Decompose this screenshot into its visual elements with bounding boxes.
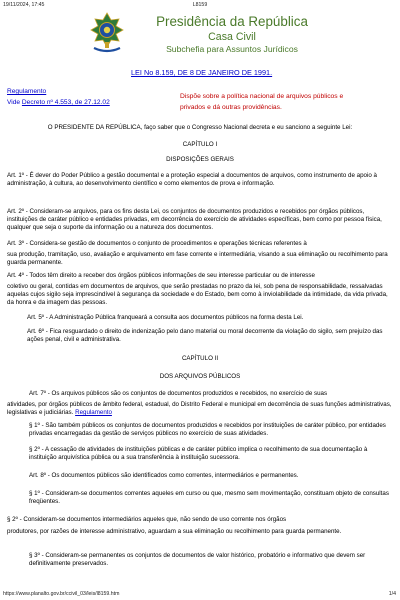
article-8-paragraph-2-line2: produtores, por razões de interesse administrativo, aguardam a sua eliminação ou recolhimento para guarda permanente. — [7, 528, 342, 535]
law-title-link[interactable]: LEI No 8.159, DE 8 DE JANEIRO DE 1991. — [131, 68, 273, 77]
article-3-line2: sua produção, tramitação, uso, avaliação e arquivamento em fase corrente e intermediária, visando a sua eliminação ou recolhimento para guarda permanente. — [7, 251, 388, 266]
coat-of-arms-icon — [90, 12, 124, 54]
article-8-paragraph-3: § 3º - Consideram-se permanentes os conjuntos de documentos de valor histórico, probatório e informativo que devem ser definitivamente preservados. — [29, 552, 366, 567]
ementa-line: Dispõe sobre a política nacional de arquivos públicos e — [180, 93, 344, 100]
print-title: L8159 — [192, 2, 208, 8]
article-4-line1: Art. 4º - Todos têm direito a receber dos órgãos públicos informações de seu interesse particular ou de interesse — [7, 272, 315, 279]
chapter-title: DISPOSIÇÕES GERAIS — [166, 156, 234, 163]
print-header — [0, 0, 400, 10]
article-6: Art. 6º - Fica resguardado o direito de indenização pelo dano material ou moral decorrente da violação do sigilo, sem prejuízo das ações penal, civil e administrativa. — [27, 328, 383, 343]
casa-civil-title: Casa Civil — [208, 31, 256, 43]
article-7-text: atividades, por órgãos públicos de âmbito federal, estadual, do Distrito Federal e municipal em decorrência de suas funções administrativas, legislativas e judiciárias. — [7, 401, 392, 416]
print-url: https://www.planalto.gov.br/ccivil_03/leis/l8159.htm — [3, 591, 120, 597]
chapter-heading: CAPÍTULO I — [182, 141, 218, 148]
preamble: O PRESIDENTE DA REPÚBLICA, faço saber que o Congresso Nacional decreta e eu sanciono a seguinte Lei: — [47, 124, 353, 131]
article-4-line2: coletivo ou geral, contidas em documentos de arquivos, que serão prestadas no prazo da lei, sob pena de responsabilidade, ressalvadas aquelas cujos sigilo seja imprescindível à segurança da sociedade e do Estado, bem como à inviolabilidade da intimidade, da vida privada, da honra e da imagem das pessoas. — [7, 283, 388, 306]
article-8-paragraph-1: § 1º - Consideram-se documentos correntes aqueles em curso ou que, mesmo sem movimentação, constituam objeto de consultas freqüentes. — [29, 490, 389, 505]
print-footer — [0, 590, 400, 600]
chapter-heading: CAPÍTULO II — [181, 355, 219, 362]
article-5: Art. 5º - A Administração Pública franqueará a consulta aos documentos públicos na forma desta Lei. — [27, 314, 304, 321]
article-7-line2 — [7, 401, 393, 417]
ementa-line: privados e dá outras providências. — [180, 103, 282, 111]
article-7-paragraph-1: § 1º - São também públicos os conjuntos de documentos produzidos e recebidos por instituições de caráter público, por entidades privadas encarregadas da gestão de serviços públicos no exercício de suas atividades. — [29, 422, 386, 437]
article-7-regulamento-link[interactable]: Regulamento — [75, 408, 112, 416]
vide-prefix: Vide — [7, 99, 22, 106]
presidency-title: Presidência da República — [156, 14, 308, 29]
print-datetime: 19/11/2024, 17:45 — [3, 2, 45, 8]
article-8-paragraph-2-line1: § 2º - Consideram-se documentos intermediários aqueles que, não sendo de uso corrente nos órgãos — [7, 516, 287, 523]
article-7-line1: Art. 7º - Os arquivos públicos são os conjuntos de documentos produzidos e recebidos, no exercício de suas — [29, 390, 328, 397]
print-page-number: 1/4 — [388, 591, 396, 597]
chapter-title: DOS ARQUIVOS PÚBLICOS — [159, 373, 241, 380]
vide-reference — [7, 99, 110, 106]
subchefia-title: Subchefia para Assuntos Jurídicos — [166, 44, 298, 54]
government-header — [132, 14, 332, 55]
ementa — [180, 92, 390, 113]
article-1: Art. 1º - É dever do Poder Público a gestão documental e a proteção especial a documentos de arquivos, como instrumento de apoio à administração, à cultura, ao desenvolvimento científico e como elementos de prova e informação. — [7, 172, 377, 187]
article-3-line1: Art. 3º - Considera-se gestão de documentos o conjunto de procedimentos e operações técnicas referentes à — [7, 240, 307, 247]
regulamento-link[interactable]: Regulamento — [7, 88, 47, 95]
article-8: Art. 8º - Os documentos públicos são identificados como correntes, intermediários e permanentes. — [29, 472, 299, 479]
article-7-paragraph-2: § 2º - A cessação de atividades de instituições públicas e de caráter público implica o recolhimento de sua documentação à instituição arquivística pública ou a sua transferência à instituição sucessora. — [29, 446, 368, 461]
decreto-link[interactable]: Decreto nº 4.553, de 27.12.02 — [21, 99, 110, 106]
article-2: Art. 2º - Consideram-se arquivos, para os fins desta Lei, os conjuntos de documentos produzidos e recebidos por órgãos públicos, instituições de caráter público e entidades privadas, em decorrência do exercício de atividades específicas, bem como por pessoa física, qualquer que seja o suporte da informação ou a natureza dos documentos. — [7, 208, 382, 231]
